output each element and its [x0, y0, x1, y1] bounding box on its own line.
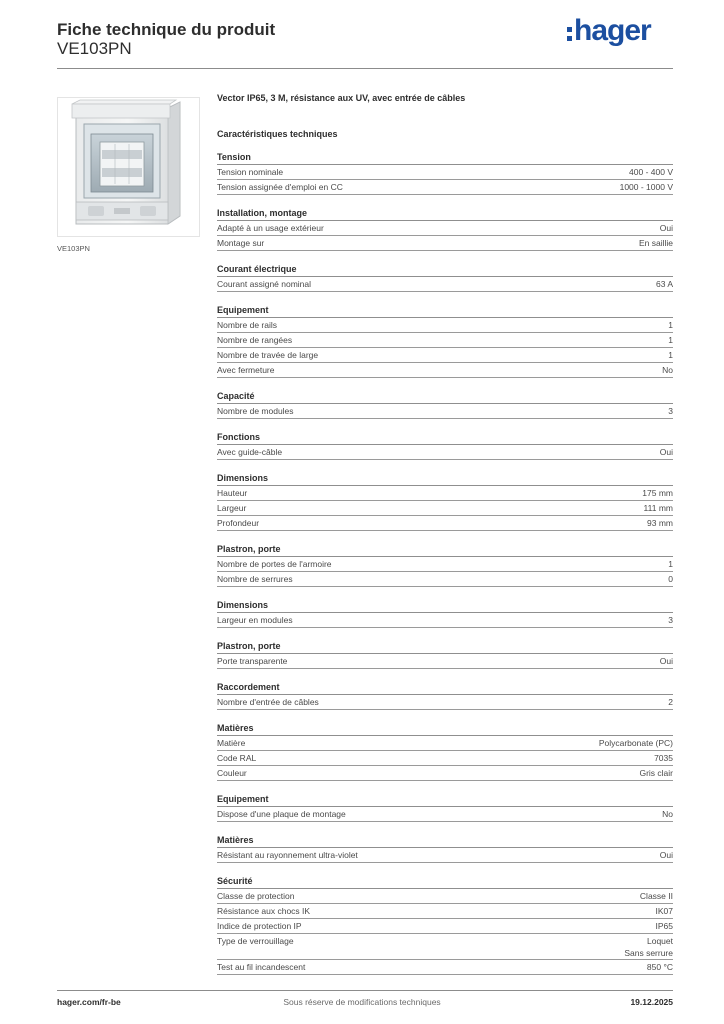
spec-row	[217, 960, 673, 975]
spec-value: Loquet Sans serrure	[624, 936, 673, 958]
section-title: Tension	[217, 151, 673, 165]
spec-row	[217, 236, 673, 251]
spec-value: Classe II	[639, 891, 673, 901]
spec-sections	[217, 151, 673, 975]
spec-content	[217, 93, 673, 975]
spec-label: Largeur en modules	[217, 615, 293, 625]
spec-value: En saillie	[638, 238, 673, 248]
section-title: Courant électrique	[217, 263, 673, 277]
spec-section	[217, 543, 673, 587]
spec-section	[217, 472, 673, 531]
spec-value: IK07	[655, 906, 673, 916]
spec-label: Résistant au rayonnement ultra-violet	[217, 850, 358, 860]
spec-value: 3	[668, 406, 673, 416]
spec-row	[217, 613, 673, 628]
spec-row	[217, 516, 673, 531]
spec-row	[217, 363, 673, 378]
footer-divider	[57, 990, 673, 991]
spec-row	[217, 695, 673, 710]
spec-label: Hauteur	[217, 488, 248, 498]
spec-row	[217, 751, 673, 766]
spec-section	[217, 793, 673, 822]
spec-value: Gris clair	[639, 768, 673, 778]
spec-label: Adapté à un usage extérieur	[217, 223, 324, 233]
spec-row	[217, 654, 673, 669]
spec-label: Classe de protection	[217, 891, 295, 901]
section-title: Fonctions	[217, 431, 673, 445]
section-title: Plastron, porte	[217, 543, 673, 557]
spec-value: 111 mm	[643, 503, 673, 513]
spec-section	[217, 431, 673, 460]
spec-row	[217, 848, 673, 863]
spec-section	[217, 151, 673, 195]
section-title: Raccordement	[217, 681, 673, 695]
spec-value: 3	[668, 615, 673, 625]
footer-disclaimer: Sous réserve de modifications techniques	[283, 997, 441, 1007]
spec-row	[217, 333, 673, 348]
spec-label: Nombre de serrures	[217, 574, 293, 584]
spec-label: Nombre de modules	[217, 406, 294, 416]
spec-label: Largeur	[217, 503, 247, 513]
section-title: Matières	[217, 722, 673, 736]
spec-value: No	[662, 365, 673, 375]
spec-row	[217, 934, 673, 960]
spec-value: Polycarbonate (PC)	[598, 738, 673, 748]
footer-website-link[interactable]: hager.com/fr-be	[57, 997, 121, 1007]
spec-value: 93 mm	[647, 518, 673, 528]
spec-section	[217, 681, 673, 710]
spec-section	[217, 263, 673, 292]
spec-row	[217, 318, 673, 333]
spec-value: 63 A	[655, 279, 673, 289]
spec-row	[217, 501, 673, 516]
spec-label: Indice de protection IP	[217, 921, 302, 931]
spec-value: 0	[668, 574, 673, 584]
spec-section	[217, 390, 673, 419]
spec-row	[217, 807, 673, 822]
spec-label: Tension nominale	[217, 167, 284, 177]
product-reference: VE103PN	[57, 39, 132, 58]
spec-label: Avec guide-câble	[217, 447, 283, 457]
section-title: Plastron, porte	[217, 640, 673, 654]
spec-label: Code RAL	[217, 753, 257, 763]
hager-logo[interactable]	[567, 14, 651, 48]
spec-label: Courant assigné nominal	[217, 279, 312, 289]
spec-label: Montage sur	[217, 238, 265, 248]
spec-row	[217, 445, 673, 460]
spec-section	[217, 207, 673, 251]
spec-value: 1	[668, 320, 673, 330]
spec-value: Oui	[659, 850, 673, 860]
spec-row	[217, 348, 673, 363]
spec-label: Type de verrouillage	[217, 936, 294, 946]
spec-label: Nombre d'entrée de câbles	[217, 697, 319, 707]
spec-section	[217, 834, 673, 863]
spec-row	[217, 404, 673, 419]
spec-row	[217, 221, 673, 236]
section-title: Capacité	[217, 390, 673, 404]
section-title: Sécurité	[217, 875, 673, 889]
spec-label: Nombre de travée de large	[217, 350, 319, 360]
spec-value: 1	[668, 350, 673, 360]
section-title: Installation, montage	[217, 207, 673, 221]
spec-value: 7035	[654, 753, 673, 763]
spec-value: 850 °C	[646, 962, 673, 972]
spec-row	[217, 277, 673, 292]
spec-label: Profondeur	[217, 518, 260, 528]
spec-row	[217, 889, 673, 904]
product-image	[57, 97, 200, 237]
spec-label: Test au fil incandescent	[217, 962, 306, 972]
spec-row	[217, 557, 673, 572]
section-title: Equipement	[217, 304, 673, 318]
spec-section	[217, 304, 673, 378]
logo-text: hager	[574, 14, 651, 47]
spec-section	[217, 722, 673, 781]
spec-value: 1000 - 1000 V	[619, 182, 673, 192]
spec-label: Matière	[217, 738, 246, 748]
spec-value: No	[662, 809, 673, 819]
section-title: Equipement	[217, 793, 673, 807]
section-title: Matières	[217, 834, 673, 848]
spec-row	[217, 165, 673, 180]
spec-label: Avec fermeture	[217, 365, 275, 375]
section-title: Dimensions	[217, 472, 673, 486]
spec-row	[217, 919, 673, 934]
enclosure-illustration	[58, 98, 199, 236]
spec-row	[217, 766, 673, 781]
spec-value: Oui	[659, 447, 673, 457]
logo-dots-icon	[567, 27, 572, 41]
spec-label: Tension assignée d'emploi en CC	[217, 182, 343, 192]
spec-label: Nombre de rails	[217, 320, 277, 330]
spec-value: IP65	[655, 921, 673, 931]
spec-row	[217, 736, 673, 751]
spec-label: Nombre de portes de l'armoire	[217, 559, 332, 569]
spec-section	[217, 640, 673, 669]
spec-value: 1	[668, 335, 673, 345]
spec-row	[217, 180, 673, 195]
product-description: Vector IP65, 3 M, résistance aux UV, avec entrée de câbles	[217, 93, 466, 103]
spec-label: Nombre de rangées	[217, 335, 293, 345]
spec-value: Oui	[659, 656, 673, 666]
spec-row	[217, 486, 673, 501]
spec-label: Dispose d'une plaque de montage	[217, 809, 346, 819]
spec-section	[217, 599, 673, 628]
spec-value: 1	[668, 559, 673, 569]
page-title: Fiche technique du produit	[57, 20, 276, 39]
spec-label: Porte transparente	[217, 656, 288, 666]
image-caption: VE103PN	[57, 244, 90, 253]
spec-row	[217, 904, 673, 919]
specs-heading: Caractéristiques techniques	[217, 129, 338, 139]
spec-label: Couleur	[217, 768, 247, 778]
spec-value: Oui	[659, 223, 673, 233]
header-divider	[57, 68, 673, 69]
footer-date: 19.12.2025	[630, 997, 673, 1007]
spec-section	[217, 875, 673, 975]
spec-label: Résistance aux chocs IK	[217, 906, 311, 916]
spec-row	[217, 572, 673, 587]
spec-value: 2	[668, 697, 673, 707]
spec-value: 400 - 400 V	[629, 167, 673, 177]
spec-value: 175 mm	[642, 488, 673, 498]
section-title: Dimensions	[217, 599, 673, 613]
